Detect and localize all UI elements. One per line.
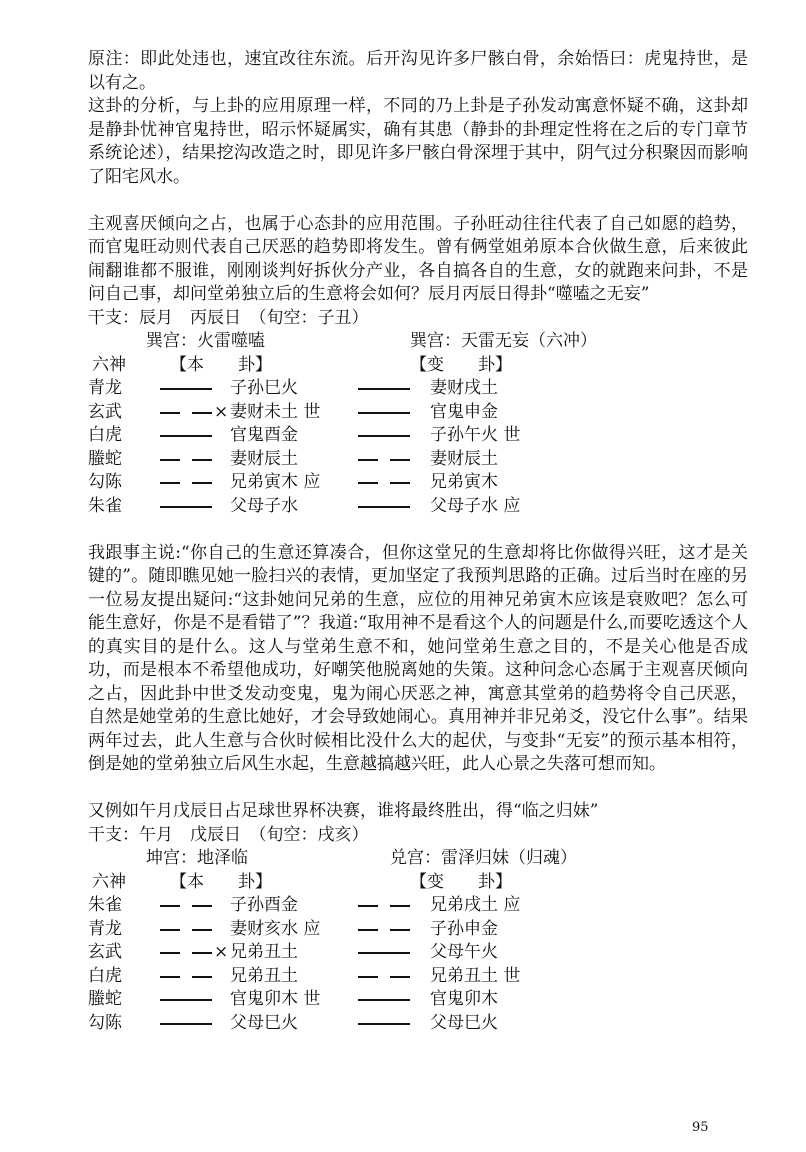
hexagram-table-2 (88, 824, 748, 1036)
moving-mark-icon: × (214, 942, 229, 962)
liushen-label: 螣蛇 (88, 448, 122, 469)
yao-row (88, 448, 748, 472)
bian-yao-text: 兄弟戌土 应 (430, 895, 521, 915)
bian-yao-text: 官鬼申金 (430, 401, 498, 422)
paragraph-worldcup: 又例如午月戊辰日占足球世界杯决赛，谁将最终胜出，得“临之归妹” (88, 801, 599, 821)
bian-yao-text: 兄弟寅木 (430, 472, 498, 492)
page-number: 95 (692, 1120, 709, 1135)
liushen-label: 勾陈 (88, 1012, 122, 1033)
ben-yao-text: 子孙巳火 (230, 378, 298, 398)
page-body (88, 48, 748, 1035)
palace-left: 巽宫：火雷噬嗑 (146, 331, 265, 351)
yao-row (88, 424, 748, 448)
yao-row (88, 965, 748, 989)
palace-right: 兑宫：雷泽归妹（归魂） (390, 848, 577, 868)
paragraph-original-note: 原注：即此处违也，速宜改往东流。后开沟见许多尸骸白骨，余始悟曰：虎鬼持世，是以有之。 (88, 49, 748, 93)
liushen-label: 玄武 (88, 942, 122, 962)
liushen-label: 朱雀 (88, 895, 122, 915)
moving-mark-icon: × (214, 401, 229, 422)
ganzhi-line: 干支：辰月 丙辰日 （旬空：子丑） (88, 307, 369, 328)
liushen-label: 螣蛇 (88, 989, 122, 1009)
bian-yao-text: 官鬼卯木 (430, 989, 498, 1009)
yao-row (88, 918, 748, 942)
col-bian: 【变 卦】 (410, 871, 512, 892)
paragraph-analysis: 这卦的分析，与上卦的应用原理一样，不同的乃上卦是子孙发动寓意怀疑不确，这卦却是静卦忧神官鬼持世，昭示怀疑属实，确有其患（静卦的卦理定性将在之后的专门章节系统论述），结果挖沟改造之时，即见许多尸骸白骨深埋于其中，阴气过分积聚因而影响了阳宅风水。 (88, 96, 748, 187)
bian-yao-text: 子孙午火 世 (430, 425, 521, 445)
bian-yao-text: 妻财戌土 (430, 378, 498, 398)
col-liushen: 六神 (92, 871, 126, 892)
ben-yao-text: 官鬼酉金 (230, 425, 298, 445)
bian-yao-text: 父母午火 (430, 942, 498, 962)
hexagram-table-1 (88, 307, 748, 519)
ben-yao-text: 妻财亥水 应 (230, 918, 321, 939)
ben-yao-text: 兄弟丑土 (230, 942, 298, 962)
col-bian: 【变 卦】 (410, 354, 512, 375)
ben-yao-text: 子孙酉金 (230, 895, 298, 915)
liushen-label: 白虎 (88, 965, 122, 986)
liushen-label: 勾陈 (88, 472, 122, 492)
palace-right: 巽宫：天雷无妄（六冲） (410, 331, 597, 351)
col-ben: 【本 卦】 (170, 871, 272, 892)
ben-yao-text: 父母巳火 (230, 1012, 298, 1033)
yao-row (88, 401, 748, 425)
bian-yao-text: 兄弟丑土 世 (430, 965, 521, 986)
ganzhi-line: 干支：午月 戊辰日 （旬空：戌亥） (88, 824, 369, 845)
yao-row (88, 894, 748, 918)
paragraph-dialogue: 我跟事主说:“你自己的生意还算凑合，但你这堂兄的生意却将比你做得兴旺，这才是关键的”。随即瞧见她一脸扫兴的表情，更加坚定了我预判思路的正确。过后当时在座的另一位易友提出疑问:“这卦她问兄弟的生意，应位的用神兄弟寅木应该是衰败吧？怎么可能生意好，你是不是看错了”？我道:“取用神不是看这个人的问题是什么,而要吃透这个人的真实目的是什么。这人与堂弟生意不和，她问堂弟生意之目的，不是关心他是否成功，而是根本不希望他成功，好嘲笑他脱离她的失策。这种问念心态属于主观喜厌倾向之占，因此卦中世爻发动变鬼，鬼为闹心厌恶之神，寓意其堂弟的趋势将令自己厌恶，自然是她堂弟的生意比她好，才会导致她闹心。真用神并非兄弟爻，没它什么事”。结果两年过去，此人生意与合伙时候相比没什么大的起伏，与变卦“无妄”的预示基本相符，倒是她的堂弟独立后风生水起，生意越搞越兴旺，此人心景之失落可想而知。 (88, 542, 748, 774)
ben-yao-text: 妻财辰土 (230, 448, 298, 469)
liushen-label: 白虎 (88, 425, 122, 445)
liushen-label: 朱雀 (88, 495, 122, 516)
liushen-label: 青龙 (88, 378, 122, 398)
ben-yao-text: 兄弟丑土 (230, 965, 298, 986)
col-liushen: 六神 (92, 354, 126, 375)
ben-yao-text: 兄弟寅木 应 (230, 472, 321, 492)
liushen-label: 玄武 (88, 401, 122, 422)
col-ben: 【本 卦】 (170, 354, 272, 375)
bian-yao-text: 妻财辰土 (430, 448, 498, 469)
bian-yao-text: 子孙申金 (430, 918, 498, 939)
ben-yao-text: 妻财未土 世 (230, 401, 321, 422)
yao-row (88, 495, 748, 519)
yao-row (88, 377, 748, 401)
ben-yao-text: 官鬼卯木 世 (230, 989, 321, 1009)
bian-yao-text: 父母巳火 (430, 1012, 498, 1033)
yao-row (88, 941, 748, 965)
ben-yao-text: 父母子水 (230, 495, 298, 516)
yao-row (88, 1012, 748, 1036)
yao-row (88, 471, 748, 495)
palace-left: 坤宫：地泽临 (146, 848, 248, 868)
bian-yao-text: 父母子水 应 (430, 495, 521, 516)
yao-row (88, 988, 748, 1012)
liushen-label: 青龙 (88, 918, 122, 939)
paragraph-subjective: 主观喜厌倾向之占，也属于心态卦的应用范围。子孙旺动往往代表了自己如愿的趋势，而官鬼旺动则代表自己厌恶的趋势即将发生。曾有俩堂姐弟原本合伙做生意，后来彼此闹翻谁都不服谁，刚刚谈判好拆伙分产业，各自搞各自的生意，女的就跑来问卦，不是问自己事，却问堂弟独立后的生意将会如何？辰月丙辰日得卦“噬嗑之无妄” (88, 213, 748, 304)
